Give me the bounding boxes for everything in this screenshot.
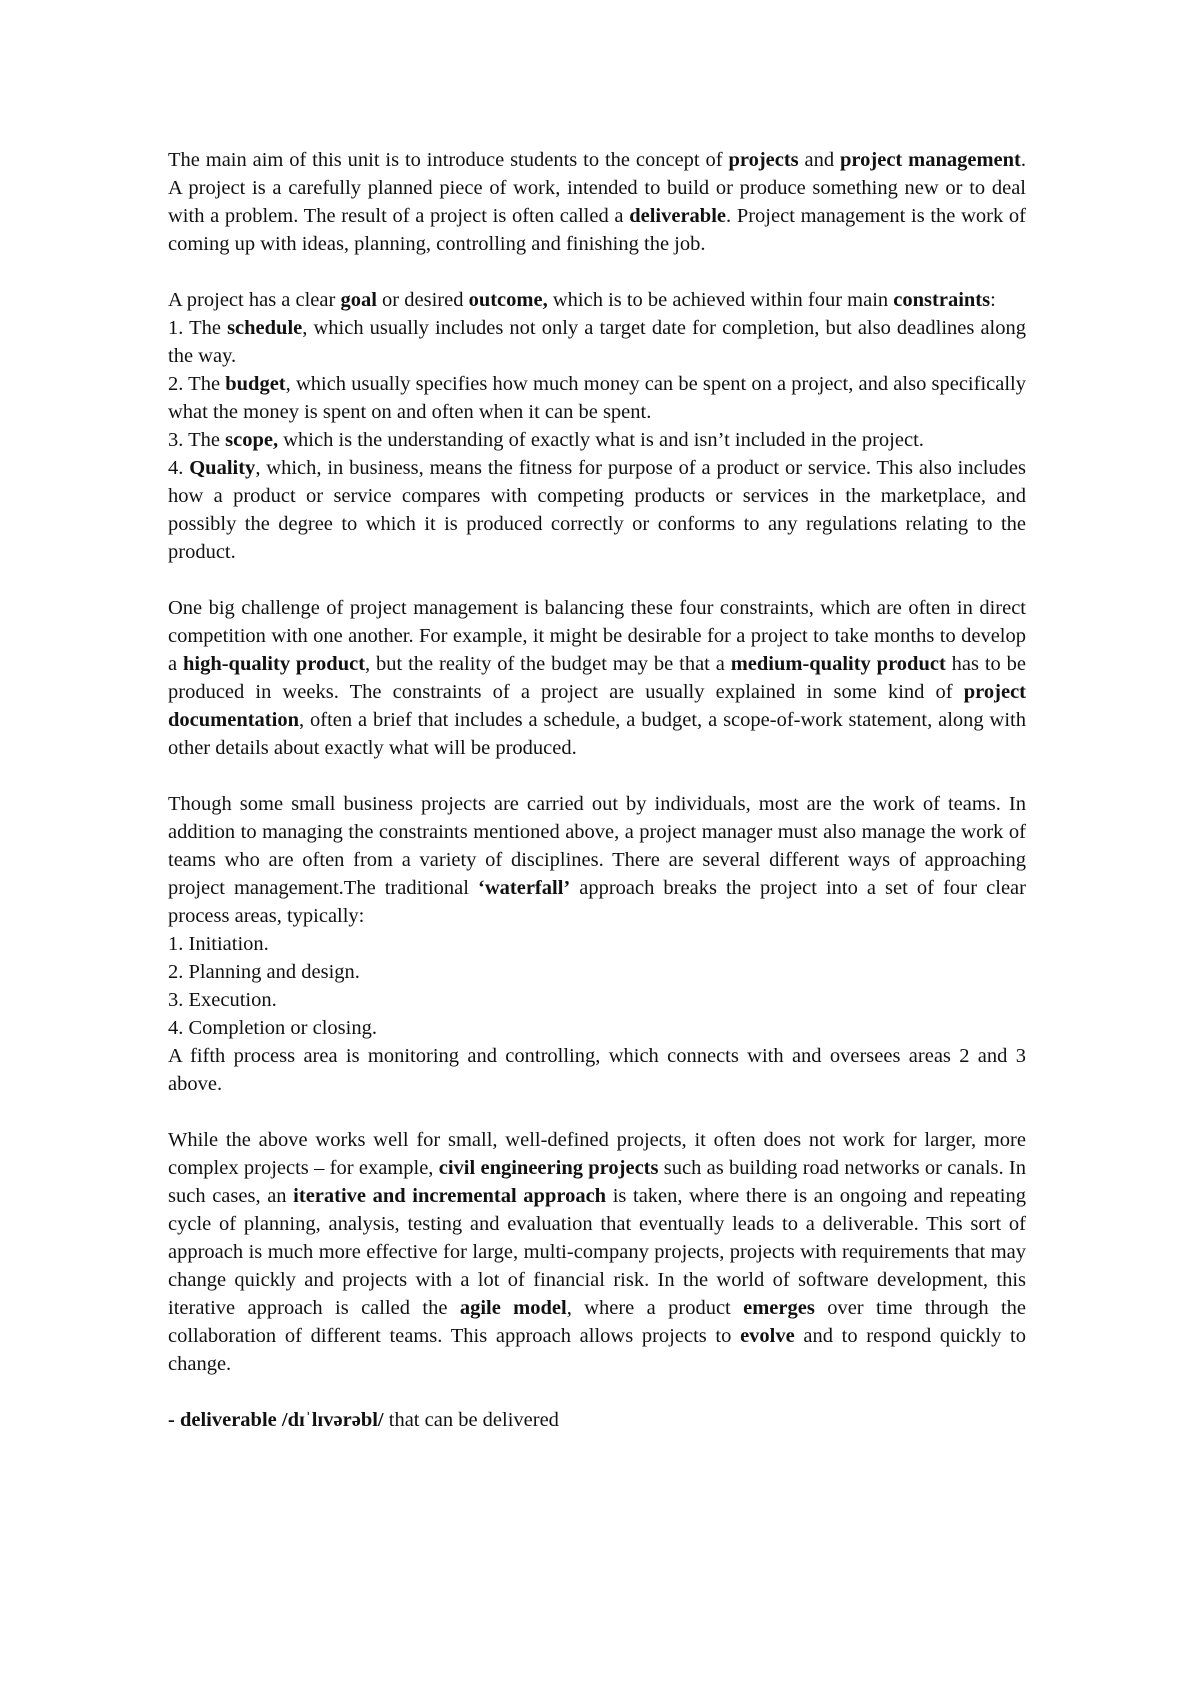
paragraph-challenge: One big challenge of project management is balancing these four constraints, which are often in direct competition with one another. For example, it might be desirable for a project to take months to develop a high-quality product, but the reality of the budget may be that a medium-quality product has to be produced in weeks. The constraints of a project are usually explained in some kind of project documentation, often a brief that includes a schedule, a budget, a scope-of-work statement, along with other details about exactly what will be produced. (168, 597, 1026, 759)
list-item: 3. Execution. (168, 989, 277, 1011)
term-constraints: constraints (893, 289, 991, 311)
paragraph-agile: While the above works well for small, well-defined projects, it often does not work for larger, more complex projects – for example, civil engineering projects such as building road networks or canals. In such cases, an iterative and incremental approach is taken, where there is an ongoing and repeating cycle of planning, analysis, testing and evaluation that eventually leads to a deliverable. This sort of approach is much more effective for large, multi-company projects, projects with requirements that may change quickly and projects with a lot of financial risk. In the world of software development, this iterative approach is called the agile model, where a product emerges over time through the collaboration of different teams. This approach allows projects to evolve and to respond quickly to change. (168, 1129, 1027, 1375)
paragraph-constraints (168, 286, 1026, 566)
term-project-management: project management (840, 149, 1021, 171)
document-page (168, 146, 1026, 1434)
paragraph-waterfall (168, 790, 1026, 1098)
glossary-term: deliverable (179, 1409, 277, 1431)
list-item: 2. The budget, which usually specifies how much money can be spent on a project, and also specifically what the money is spent on and often when it can be spent. (168, 373, 1026, 423)
list-item: 3. The scope, which is the understanding of exactly what is and isn’t included in the project. (168, 429, 924, 451)
waterfall-intro: Though some small business projects are carried out by individuals, most are the work of teams. In addition to managing the constraints mentioned above, a project manager must also manage the work of teams who are often from a variety of disciplines. There are several different ways of approaching project management.The traditional ‘waterfall’ approach breaks the project into a set of four clear process areas, typically: (168, 793, 1026, 927)
list-item: 4. Completion or closing. (168, 1017, 377, 1039)
constraints-intro: A project has a clear goal or desired outcome, which is to be achieved within four main constraints: (168, 289, 996, 311)
term-emerges: emerges (743, 1297, 815, 1319)
list-item: 2. Planning and design. (168, 961, 360, 983)
glossary-definition: that can be delivered (383, 1409, 559, 1431)
term-deliverable: deliverable (629, 205, 727, 227)
paragraph-intro: The main aim of this unit is to introduce students to the concept of projects and project management. A project is a carefully planned piece of work, intended to build or produce something new or to deal with a problem. The result of a project is often called a deliverable. Project management is the work of coming up with ideas, planning, controlling and finishing the job. (168, 149, 1026, 255)
glossary-pronunciation: /dɪˈlɪvərəbl/ (276, 1409, 384, 1431)
term-evolve: evolve (740, 1325, 795, 1347)
list-item: 1. The schedule, which usually includes not only a target date for completion, but also deadlines along the way. (168, 317, 1026, 367)
term-project-documentation: project documentation (168, 681, 1026, 731)
term-medium-quality-product: medium-quality product (730, 653, 946, 675)
term-agile-model: agile model (459, 1297, 567, 1319)
list-item: 1. Initiation. (168, 933, 269, 955)
term-budget: budget (225, 373, 286, 395)
list-item: 4. Quality, which, in business, means the fitness for purpose of a product or service. This also includes how a product or service compares with competing products or services in the marketplace, and possibly the degree to which it is produced correctly or conforms to any regulations relating to the product. (168, 457, 1027, 563)
glossary-entry: - deliverable /dɪˈlɪvərəbl/ that can be delivered (168, 1409, 559, 1431)
waterfall-closing: A fifth process area is monitoring and controlling, which connects with and oversees areas 2 and 3 above. (168, 1045, 1026, 1095)
term-quality: Quality (189, 457, 256, 479)
term-waterfall: ‘waterfall’ (478, 877, 571, 899)
term-high-quality-product: high-quality product (182, 653, 366, 675)
term-projects: projects (728, 149, 799, 171)
term-goal: goal (340, 289, 377, 311)
term-scope: scope, (225, 429, 279, 451)
term-outcome: outcome, (468, 289, 548, 311)
term-civil-engineering-projects: civil engineering projects (438, 1157, 659, 1179)
term-iterative-approach: iterative and incremental approach (293, 1185, 607, 1207)
term-schedule: schedule (227, 317, 303, 339)
